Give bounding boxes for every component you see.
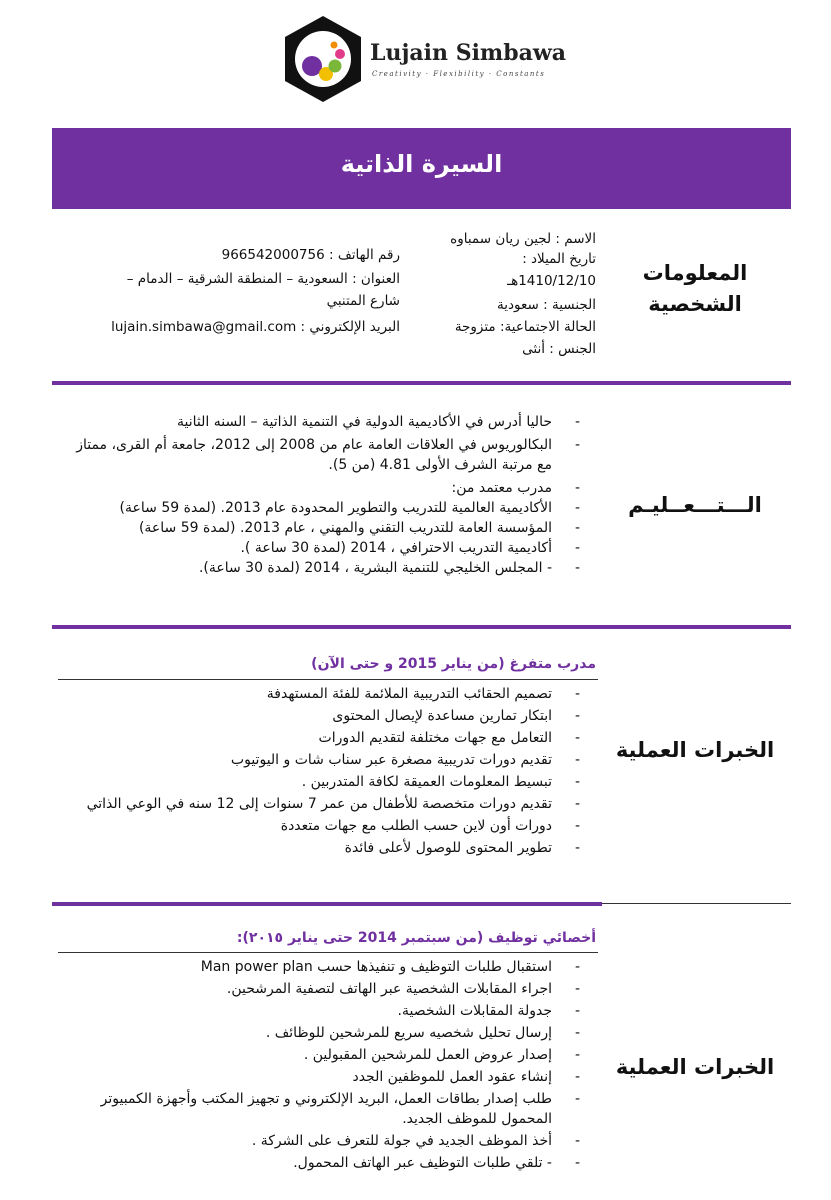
personal-email: البريد الإلكتروني : lujain.simbawa@gmail.com — [111, 319, 400, 335]
list-item: - طلب إصدار بطاقات العمل، البريد الإلكتروني و تجهيز المكتب وأجهزة الكمبيوتر المحمول للموظف الجديد. — [100, 1091, 580, 1127]
personal-address-street: شارع المتنبي — [326, 293, 400, 309]
logo-name: Lujain Simbawa — [370, 40, 567, 66]
list-item: - أكاديمية التدريب الاحترافي ، 2014 (لمدة 30 ساعة ). — [240, 540, 580, 556]
list-item: - الأكاديمية العالمية للتدريب والتطوير المحدودة عام 2013. (لمدة 59 ساعة) — [119, 500, 580, 516]
logo — [282, 14, 582, 104]
list-item: - مدرب معتمد من: — [451, 480, 580, 496]
section-label-personal: المعلومات الشخصية — [642, 261, 748, 316]
personal-nationality: الجنسية : سعودية — [497, 297, 596, 313]
list-item: - أخذ الموظف الجديد في جولة للتعرف على الشركة . — [251, 1133, 580, 1149]
list-item: - - تلقي طلبات التوظيف عبر الهاتف المحمول. — [293, 1155, 580, 1171]
list-item: - إرسال تحليل شخصيه سريع للمرشحين للوظائف . — [265, 1025, 580, 1041]
section-label-education: الـــتـــعــليـم — [628, 493, 762, 517]
experience-2-heading: أخصائي توظيف (من سبتمبر 2014 حتى يناير ٢٠١٥): — [236, 930, 596, 946]
page-title: السيرة الذاتية — [340, 150, 503, 178]
personal-phone: رقم الهاتف : 966542000756 — [221, 247, 400, 263]
list-item: - ابتكار تمارين مساعدة لإيصال المحتوى — [332, 708, 580, 724]
list-item: - استقبال طلبات التوظيف و تنفيذها حسب Man power plan — [200, 959, 580, 975]
list-item: - حاليا أدرس في الأكاديمية الدولية في التنمية الذاتية – السنه الثانية — [177, 414, 580, 430]
list-item: - تقديم دورات متخصصة للأطفال من عمر 7 سنوات إلى 12 سنه في الوعي الذاتي — [86, 796, 580, 812]
list-item: - تصميم الحقائب التدريبية الملائمة للفئة المستهدفة — [266, 686, 580, 702]
list-item: - إنشاء عقود العمل للموظفين الجدد — [352, 1069, 580, 1085]
title-banner — [52, 128, 791, 209]
education-list — [70, 412, 590, 578]
personal-name: الاسم : لجين ريان سمباوه — [450, 231, 596, 247]
personal-address: العنوان : السعودية – المنطقة الشرقية – الدمام – — [126, 271, 400, 287]
personal-marital-status: الحالة الاجتماعية: متزوجة — [454, 319, 596, 335]
list-item: - التعامل مع جهات مختلفة لتقديم الدورات — [318, 730, 580, 746]
personal-gender: الجنس : أنثى — [522, 341, 596, 357]
list-item: - البكالوريوس في العلاقات العامة عام من 2008 إلى 2012، جامعة أم القرى، ممتاز مع مرتبة الشرف الأولى 4.81 (من 5). — [76, 437, 580, 473]
section-divider — [52, 625, 791, 629]
list-item: - اجراء المقابلات الشخصية عبر الهاتف لتصفية المرشحين. — [226, 981, 580, 997]
section-label-experience-2: الخبرات العملية — [615, 1055, 775, 1079]
list-item: - دورات أون لاين حسب الطلب مع جهات متعددة — [280, 818, 580, 834]
section-divider-thin — [602, 903, 791, 904]
section-label-experience-1: الخبرات العملية — [615, 738, 775, 762]
list-item: - تطوير المحتوى للوصول لأعلى فائدة — [344, 840, 580, 856]
section-divider — [52, 902, 602, 906]
heading-underline — [58, 679, 598, 680]
heading-underline — [58, 952, 598, 953]
list-item: - إصدار عروض العمل للمرشحين المقبولين . — [303, 1047, 580, 1063]
list-item: - تبسيط المعلومات العميقة لكافة المتدربين . — [301, 774, 580, 790]
personal-birthdate: 1410/12/10هـ — [507, 273, 596, 289]
list-item: - تقديم دورات تدريبية مصغرة عبر سناب شات و اليوتيوب — [230, 752, 580, 768]
list-item: - المؤسسة العامة للتدريب التقني والمهني ، عام 2013. (لمدة 59 ساعة) — [138, 520, 580, 536]
personal-birthdate-label: تاريخ الميلاد : — [522, 251, 596, 267]
experience-2-list — [70, 957, 590, 1173]
section-divider — [52, 381, 791, 385]
list-item: - - المجلس الخليجي للتنمية البشرية ، 2014 (لمدة 30 ساعة). — [198, 560, 580, 576]
experience-1-heading: مدرب متفرغ (من يناير 2015 و حتى الآن) — [311, 656, 596, 672]
list-item: - جدولة المقابلات الشخصية. — [397, 1003, 580, 1019]
logo-hexagon-icon — [282, 14, 364, 104]
experience-1-list — [70, 684, 590, 858]
logo-tagline: Creativity · Flexibility · Constants — [372, 70, 546, 78]
